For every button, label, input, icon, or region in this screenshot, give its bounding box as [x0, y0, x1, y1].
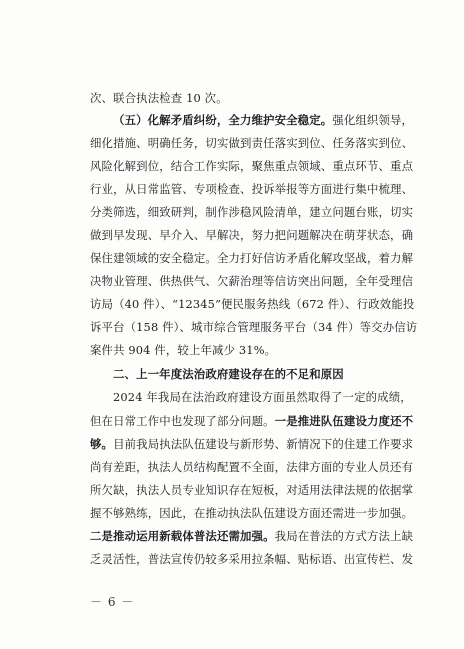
- chapter-heading: [113, 367, 344, 381]
- paragraph-line: [90, 529, 413, 543]
- paragraph-line: [90, 343, 276, 357]
- paragraph-line: [90, 228, 413, 242]
- line-text: 尚有差距，执法人员结构配置不全面，法律方面的专业人员还有: [90, 460, 414, 474]
- paragraph-line: [113, 390, 412, 404]
- paragraph-line: [90, 506, 413, 520]
- paragraph-line: [90, 136, 413, 150]
- line-text: 保住建领域的安全稳定。全力打好信访矛盾化解攻坚战，着力解: [90, 251, 414, 265]
- emphasis-text: 二是推动运用新载体普法还需加强。: [90, 529, 275, 543]
- line-text: 乏灵活性，普法宣传仍较多采用拉条幅、贴标语、出宣传栏、发: [90, 552, 414, 566]
- line-text: 风险化解到位，结合工作实际，聚焦重点领域、重点环节、重点: [90, 159, 414, 173]
- line-text: 行业，从日常监管、专项检查、投诉举报等方面进行集中梳理、: [90, 182, 414, 196]
- line-text: 案件共 904 件，较上年减少 31%。: [90, 343, 277, 357]
- paragraph-line: [90, 460, 413, 474]
- section-heading-line: [113, 113, 413, 127]
- paragraph-line: [90, 205, 413, 219]
- line-text: 目前我局执法队伍建设与新形势、新情况下的住建工作要求: [113, 437, 414, 451]
- paragraph-line: [90, 414, 413, 428]
- section-heading: （五）化解矛盾纠纷，全力维护安全稳定。: [113, 113, 333, 127]
- line-text: 访局（40 件）、“12345”便民服务热线（672 件）、行政效能投: [90, 297, 415, 311]
- line-text: 决物业管理、供热供气、欠薪治理等信访突出问题，全年受理信: [90, 274, 414, 288]
- line-text: 做到早发现、早介入、早解决，努力把问题解决在萌芽状态，确: [90, 228, 414, 242]
- line-text: 细化措施、明确任务，切实做到责任落实到位、任务落实到位、: [90, 136, 414, 150]
- line-text: 分类筛选，细致研判，制作涉稳风险清单，建立问题台账，切实: [90, 205, 414, 219]
- paragraph-line: [90, 182, 413, 196]
- line-text: 我局在普法的方式方法上缺: [274, 529, 414, 543]
- line-text: 握不够熟练，因此，在推动执法队伍建设方面还需进一步加强。: [90, 506, 414, 520]
- paragraph-line: [90, 91, 228, 105]
- paragraph-line: [90, 437, 413, 451]
- page-number: － 6 －: [90, 595, 135, 609]
- paragraph-line: [90, 320, 417, 334]
- paragraph-line: [90, 297, 414, 311]
- line-text: 2024 年我局在法治政府建设方面虽然取得了一定的成绩，: [113, 390, 412, 404]
- paragraph-line: [90, 159, 413, 173]
- emphasis-text: 一是推进队伍建设力度还不: [274, 414, 414, 428]
- line-text: 但在日常工作中也发现了部分问题。: [90, 414, 275, 428]
- heading-text: 二、上一年度法治政府建设存在的不足和原因: [113, 367, 344, 381]
- paragraph-line: [90, 552, 413, 566]
- paragraph-line: [90, 274, 413, 288]
- line-text: 次、联合执法检查 10 次。: [90, 91, 228, 105]
- emphasis-text: 够。: [90, 437, 114, 451]
- paragraph-line: [90, 483, 413, 497]
- paragraph-line: [90, 251, 413, 265]
- line-text: 所欠缺，执法人员专业知识存在短板，对适用法律法规的依据掌: [90, 483, 414, 497]
- line-text: 强化组织领导，: [332, 113, 414, 127]
- line-text: 诉平台（158 件）、城市综合管理服务平台（34 件）等交办信访: [90, 320, 418, 334]
